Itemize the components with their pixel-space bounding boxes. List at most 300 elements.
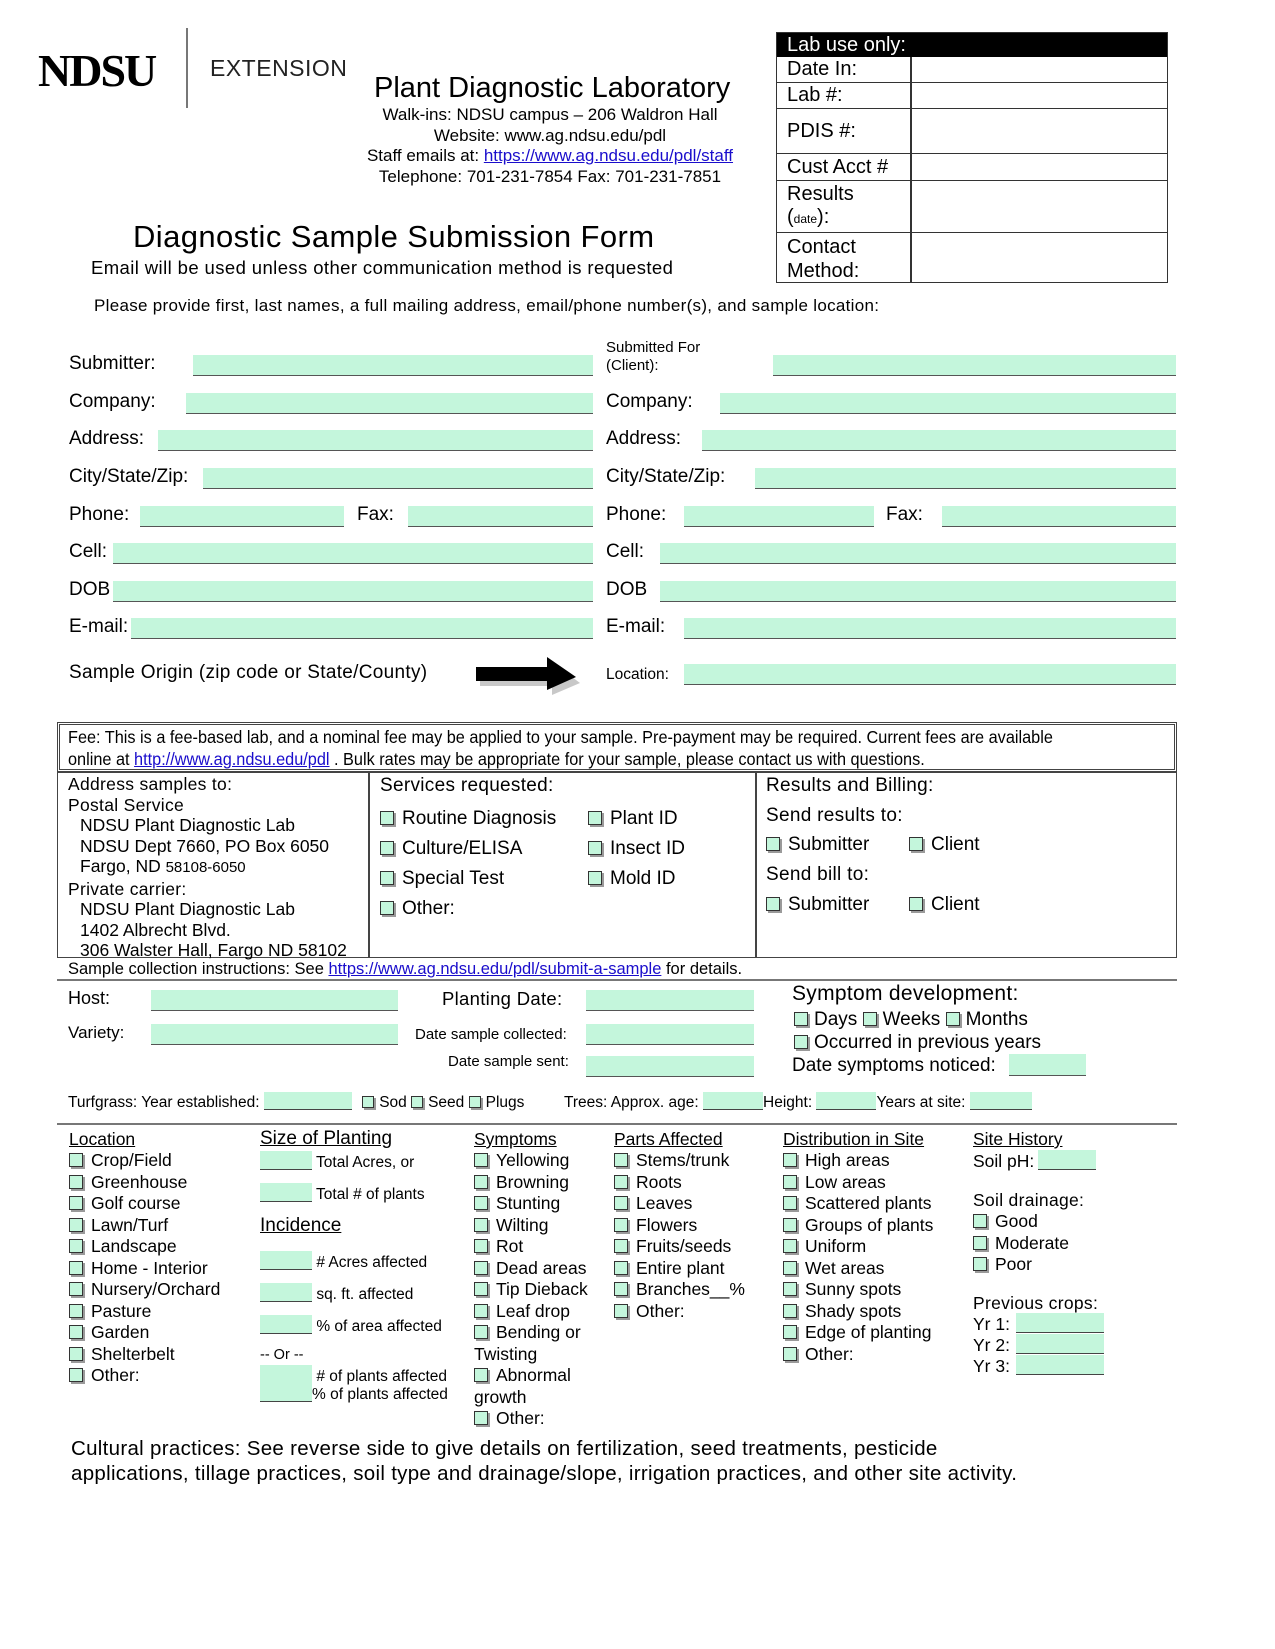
website-text: Website: www.ag.ndsu.edu/pdl — [433, 125, 667, 145]
client-dob-field[interactable] — [660, 581, 1176, 602]
service-label: Insect ID — [610, 838, 685, 859]
part-flowers[interactable] — [614, 1215, 745, 1237]
send-bill-label: Send bill to: — [766, 864, 870, 885]
total-plants-field[interactable] — [260, 1183, 312, 1202]
parts-affected-title: Parts Affected — [614, 1129, 723, 1149]
location-item-label: Pasture — [91, 1300, 152, 1321]
client-address-label: Address: — [606, 428, 681, 449]
previous-crops-label: Previous crops: — [973, 1293, 1099, 1313]
fee-text-line1: Fee: This is a fee-based lab, and a nominal fee may be applied to your sample. Pre-payment may be required. Current fees are available — [68, 727, 1053, 747]
drainage-label: Poor — [995, 1254, 1032, 1274]
client-phone-field[interactable] — [684, 506, 874, 527]
location-pasture[interactable] — [69, 1301, 220, 1323]
send-results-label: Send results to: — [766, 805, 903, 826]
symptom-label: Bending or — [496, 1322, 581, 1342]
symptom-label: Tip Dieback — [496, 1279, 588, 1299]
years-at-site-field[interactable] — [970, 1092, 1032, 1110]
checkbox-icon[interactable] — [474, 1368, 488, 1382]
results-billing-title: Results and Billing: — [766, 775, 934, 796]
staff-emails-link[interactable]: https://www.ag.ndsu.edu/pdl/staff — [483, 146, 734, 165]
date-noticed-label: Date symptoms noticed: — [792, 1055, 996, 1076]
client-dob-label: DOB — [606, 579, 648, 600]
dist-label: Uniform — [805, 1236, 867, 1256]
drainage-poor[interactable] — [973, 1254, 1069, 1276]
symptom-label: Abnormal — [496, 1365, 571, 1385]
dist-uniform[interactable] — [783, 1236, 933, 1258]
part-label: Branches__% — [636, 1279, 745, 1299]
location-nursery-orchard[interactable] — [69, 1279, 220, 1301]
location-greenhouse[interactable] — [69, 1172, 220, 1194]
checkbox-icon[interactable] — [474, 1304, 488, 1318]
checkbox-icon[interactable] — [973, 1236, 987, 1250]
lab-use-row-pdis — [777, 109, 1167, 154]
location-item-label: Lawn/Turf — [91, 1214, 169, 1235]
checkbox-icon[interactable] — [380, 841, 394, 855]
checkbox-icon[interactable] — [588, 841, 602, 855]
service-mold-id[interactable] — [588, 864, 685, 894]
dist-label: Wet areas — [805, 1257, 885, 1278]
dist-shady-spots[interactable] — [783, 1301, 933, 1323]
checkbox-icon[interactable] — [474, 1153, 488, 1167]
yr3-field[interactable] — [1016, 1355, 1104, 1375]
symptom-other[interactable] — [474, 1408, 588, 1430]
checkbox-icon[interactable] — [474, 1196, 488, 1210]
part-stems-trunk[interactable] — [614, 1150, 745, 1172]
symptom-label: Dead areas — [496, 1257, 587, 1278]
trees-label: Trees: Approx. age: — [564, 1094, 704, 1111]
date-collected-label: Date sample collected: — [415, 1026, 567, 1043]
pct-plants-affected-row — [260, 1383, 448, 1404]
planting-date-field[interactable] — [586, 990, 754, 1011]
postal-line3 — [68, 856, 347, 879]
location-lawn-turf[interactable] — [69, 1215, 220, 1237]
submitter-name-field[interactable] — [193, 355, 593, 376]
lab-use-cust-acct-label: Cust Acct # — [787, 156, 889, 178]
checkbox-icon[interactable] — [614, 1304, 628, 1318]
location-item-label: Other: — [91, 1365, 140, 1385]
checkbox-icon[interactable] — [783, 1239, 797, 1253]
submitter-company-label: Company: — [69, 391, 156, 412]
bill-client-label: Client — [931, 894, 980, 915]
symptom-abnormal-growth[interactable] — [474, 1365, 588, 1387]
checkbox-icon[interactable] — [474, 1282, 488, 1296]
dist-edge-of-planting[interactable] — [783, 1322, 933, 1344]
symptom-label: Rot — [496, 1236, 524, 1256]
form-title: Diagnostic Sample Submission Form — [133, 219, 655, 254]
soil-ph-field[interactable] — [1038, 1150, 1096, 1170]
part-label: Stems/trunk — [636, 1150, 730, 1170]
checkbox-icon[interactable] — [474, 1325, 488, 1339]
checkbox-icon[interactable] — [69, 1325, 83, 1339]
location-item-label: Golf course — [91, 1193, 181, 1213]
yr2-row — [973, 1334, 1104, 1356]
submitter-cell-field[interactable] — [113, 543, 593, 564]
checkbox-icon[interactable] — [474, 1175, 488, 1189]
dist-wet-areas[interactable] — [783, 1258, 933, 1280]
sqft-affected-label: sq. ft. affected — [316, 1286, 414, 1303]
pct-plants-affected-field[interactable] — [260, 1383, 312, 1402]
symptom-development-title: Symptom development: — [792, 982, 1019, 1005]
symptom-label: Wilting — [496, 1214, 549, 1235]
results-submitter-option[interactable] — [766, 834, 869, 856]
soil-ph-row — [973, 1150, 1096, 1172]
location-item-label: Garden — [91, 1322, 150, 1342]
seed-option[interactable] — [411, 1094, 464, 1111]
dist-high-areas[interactable] — [783, 1150, 933, 1172]
checkbox-icon[interactable] — [474, 1411, 488, 1425]
checkbox-icon[interactable] — [973, 1214, 987, 1228]
part-leaves[interactable] — [614, 1193, 745, 1215]
submitter-fax-field[interactable] — [408, 506, 593, 527]
submitter-address-label: Address: — [69, 428, 144, 449]
dist-label: High areas — [805, 1150, 890, 1170]
checkbox-icon[interactable] — [588, 871, 602, 885]
submitter-cell-label: Cell: — [69, 541, 108, 562]
yr1-label: Yr 1: — [973, 1314, 1010, 1334]
drainage-good[interactable] — [973, 1211, 1069, 1233]
part-label: Entire plant — [636, 1257, 725, 1278]
submitted-for-line1: Submitted For — [606, 339, 701, 356]
num-plants-affected-field[interactable] — [260, 1365, 312, 1384]
symptom-rot[interactable] — [474, 1236, 588, 1258]
service-other[interactable] — [380, 894, 556, 924]
symptom-label: Yellowing — [496, 1150, 570, 1170]
symptom-label: Stunting — [496, 1193, 561, 1213]
submitter-city-field[interactable] — [203, 468, 593, 489]
part-label: Leaves — [636, 1193, 693, 1213]
results-date-word: date — [793, 212, 818, 226]
checkbox-icon[interactable] — [783, 1196, 797, 1210]
location-shelterbelt[interactable] — [69, 1344, 220, 1366]
checkbox-icon[interactable] — [794, 1012, 808, 1026]
cultural-line2: applications, tillage practices, soil type and drainage/slope, irrigation practices, and other site activity. — [71, 1462, 1018, 1485]
checkbox-icon[interactable] — [474, 1218, 488, 1232]
fee-text — [68, 726, 1053, 770]
part-roots[interactable] — [614, 1172, 745, 1194]
symptom-leaf-drop[interactable] — [474, 1301, 588, 1323]
cultural-line1: Cultural practices: See reverse side to give details on fertilization, seed treatments, pesticide — [71, 1437, 938, 1460]
checkbox-icon[interactable] — [614, 1218, 628, 1232]
part-branches[interactable] — [614, 1279, 745, 1301]
checkbox-icon[interactable] — [973, 1257, 987, 1271]
checkbox-icon[interactable] — [909, 897, 923, 911]
planting-date-label: Planting Date: — [442, 988, 563, 1009]
service-label: Mold ID — [610, 868, 676, 889]
turfgrass-label: Turfgrass: Year established: — [68, 1094, 264, 1111]
symptom-tip-dieback[interactable] — [474, 1279, 588, 1301]
postal-zip: 58108-6050 — [165, 859, 246, 876]
checkbox-icon[interactable] — [69, 1304, 83, 1318]
client-city-field[interactable] — [755, 468, 1176, 489]
dist-other[interactable] — [783, 1344, 933, 1366]
checkbox-icon[interactable] — [863, 1012, 877, 1026]
checkbox-icon[interactable] — [69, 1153, 83, 1167]
service-insect-id[interactable] — [588, 834, 685, 864]
client-company-field[interactable] — [720, 393, 1176, 414]
yr1-field[interactable] — [1016, 1313, 1104, 1333]
checkbox-icon[interactable] — [783, 1261, 797, 1275]
symptom-browning[interactable] — [474, 1172, 588, 1194]
client-address-field[interactable] — [702, 430, 1176, 451]
address-samples-title: Address samples to: — [68, 774, 233, 794]
location-item-label: Greenhouse — [91, 1171, 188, 1192]
dist-low-areas[interactable] — [783, 1172, 933, 1194]
checkbox-icon[interactable] — [614, 1153, 628, 1167]
location-golf-course[interactable] — [69, 1193, 220, 1215]
checkbox-icon[interactable] — [588, 811, 602, 825]
dist-groups-of-plants[interactable] — [783, 1215, 933, 1237]
service-routine-diagnosis[interactable] — [380, 804, 556, 834]
months-label: Months — [965, 1009, 1028, 1030]
weeks-label: Weeks — [882, 1009, 941, 1030]
service-plant-id[interactable] — [588, 804, 685, 834]
checkbox-icon[interactable] — [380, 901, 394, 915]
service-culture-elisa[interactable] — [380, 834, 556, 864]
address-samples-box — [68, 774, 347, 961]
dist-label: Shady spots — [805, 1300, 902, 1321]
area-affected-label: % of area affected — [316, 1318, 442, 1335]
weeks-option[interactable] — [863, 1009, 941, 1030]
divider-line — [57, 1123, 1177, 1125]
checkbox-icon[interactable] — [69, 1347, 83, 1361]
checkbox-icon[interactable] — [380, 811, 394, 825]
lab-contact-block — [350, 105, 750, 187]
total-plants-label: Total # of plants — [316, 1186, 425, 1203]
checkbox-icon[interactable] — [614, 1282, 628, 1296]
location-garden[interactable] — [69, 1322, 220, 1344]
client-email-label: E-mail: — [606, 616, 666, 637]
part-label: Fruits/seeds — [636, 1236, 732, 1256]
symptom-label: Other: — [496, 1408, 545, 1428]
soil-ph-label: Soil pH: — [973, 1151, 1035, 1171]
checkbox-icon[interactable] — [783, 1282, 797, 1296]
location-title: Location — [69, 1129, 136, 1149]
symptom-stunting[interactable] — [474, 1193, 588, 1215]
client-fax-field[interactable] — [942, 506, 1176, 527]
location-other[interactable] — [69, 1365, 220, 1387]
lab-use-row-date-in — [777, 57, 1167, 83]
symptom-dead-areas[interactable] — [474, 1258, 588, 1280]
submitter-address-field[interactable] — [158, 430, 593, 451]
location-home-interior[interactable] — [69, 1258, 220, 1280]
collection-text: Sample collection instructions: See — [68, 960, 329, 978]
checkbox-icon[interactable] — [69, 1368, 83, 1382]
sod-label: Sod — [379, 1094, 407, 1111]
location-item-label: Shelterbelt — [91, 1343, 175, 1364]
checkbox-icon[interactable] — [794, 1035, 808, 1049]
months-option[interactable] — [946, 1009, 1028, 1030]
pct-plants-affected-label: % of plants affected — [312, 1386, 448, 1403]
symptom-duration-options — [794, 1009, 1028, 1031]
services-left-list — [380, 804, 556, 924]
results-client-option[interactable] — [909, 834, 980, 856]
checkbox-icon[interactable] — [783, 1304, 797, 1318]
yr3-label: Yr 3: — [973, 1356, 1010, 1376]
checkbox-icon[interactable] — [614, 1175, 628, 1189]
submitter-phone-field[interactable] — [140, 506, 344, 527]
checkbox-icon[interactable] — [783, 1325, 797, 1339]
checkbox-icon[interactable] — [783, 1218, 797, 1232]
location-landscape[interactable] — [69, 1236, 220, 1258]
seed-label: Seed — [428, 1094, 465, 1111]
part-entire-plant[interactable] — [614, 1258, 745, 1280]
checkbox-icon[interactable] — [783, 1347, 797, 1361]
submitter-dob-field[interactable] — [113, 581, 593, 602]
soil-drainage-options — [973, 1211, 1069, 1276]
bill-client-option[interactable] — [909, 894, 980, 916]
checkbox-icon[interactable] — [766, 837, 780, 851]
dist-label: Scattered plants — [805, 1193, 932, 1213]
submit-sample-link[interactable]: https://www.ag.ndsu.edu/pdl/submit-a-sample — [328, 960, 662, 978]
sample-origin-label: Sample Origin (zip code or State/County) — [69, 662, 428, 683]
size-of-planting-title: Size of Planting — [260, 1128, 393, 1149]
lab-use-row-cust-acct — [777, 154, 1167, 181]
checkbox-icon[interactable] — [380, 871, 394, 885]
previous-years-label: Occurred in previous years — [814, 1032, 1042, 1053]
variety-field[interactable] — [151, 1024, 398, 1045]
checkbox-icon[interactable] — [474, 1239, 488, 1253]
submitter-label: Submitter: — [69, 353, 156, 374]
service-label: Culture/ELISA — [402, 838, 523, 859]
checkbox-icon[interactable] — [614, 1261, 628, 1275]
drainage-moderate[interactable] — [973, 1233, 1069, 1255]
checkbox-icon[interactable] — [469, 1096, 481, 1108]
submitter-email-field[interactable] — [131, 618, 593, 639]
fee-pdl-link[interactable]: http://www.ag.ndsu.edu/pdl — [134, 749, 330, 769]
submitter-fax-label: Fax: — [357, 504, 394, 525]
part-other[interactable] — [614, 1301, 745, 1323]
logo-divider — [186, 28, 188, 108]
dist-label: Other: — [805, 1343, 854, 1364]
bill-submitter-option[interactable] — [766, 894, 869, 916]
lab-use-lab-num-label: Lab #: — [787, 84, 843, 106]
date-collected-field[interactable] — [586, 1024, 754, 1045]
symptom-bending[interactable] — [474, 1322, 588, 1344]
dist-scattered-plants[interactable] — [783, 1193, 933, 1215]
plugs-option[interactable] — [469, 1094, 525, 1111]
fee-bulk-text: . Bulk rates may be appropriate for your sample, please contact us with questions. — [329, 749, 925, 769]
collection-instructions — [68, 960, 742, 979]
acres-affected-field[interactable] — [260, 1251, 312, 1270]
client-name-field[interactable] — [773, 355, 1176, 376]
dist-sunny-spots[interactable] — [783, 1279, 933, 1301]
symptom-abnormal-line2: growth — [474, 1386, 527, 1407]
checkbox-icon[interactable] — [783, 1175, 797, 1189]
staff-emails — [350, 146, 750, 167]
results-submitter-label: Submitter — [788, 834, 870, 855]
lab-use-pdis-label: PDIS #: — [787, 120, 856, 142]
yr2-field[interactable] — [1016, 1334, 1104, 1354]
symptom-yellowing[interactable] — [474, 1150, 588, 1172]
previous-years-option[interactable] — [794, 1032, 1041, 1054]
submitter-company-field[interactable] — [186, 393, 593, 414]
lab-use-results-label: Results — [787, 183, 854, 205]
incidence-title: Incidence — [260, 1215, 342, 1236]
part-label: Roots — [636, 1171, 682, 1192]
sod-option[interactable] — [362, 1094, 407, 1111]
checkbox-icon[interactable] — [783, 1153, 797, 1167]
client-email-field[interactable] — [684, 618, 1176, 639]
private-line3: 306 Walster Hall, Fargo ND 58102 — [80, 940, 347, 960]
checkbox-icon[interactable] — [69, 1261, 83, 1275]
client-cell-field[interactable] — [660, 543, 1176, 564]
location-field[interactable] — [684, 664, 1176, 685]
year-established-field[interactable] — [264, 1092, 352, 1110]
ndsu-logo: NDSU — [38, 45, 156, 96]
private-line1: NDSU Plant Diagnostic Lab — [80, 899, 295, 919]
symptom-bending-line2: Twisting — [474, 1343, 538, 1364]
tree-age-field[interactable] — [703, 1092, 763, 1110]
checkbox-icon[interactable] — [474, 1261, 488, 1275]
dist-label: Low areas — [805, 1171, 886, 1192]
checkbox-icon[interactable] — [69, 1175, 83, 1189]
checkbox-icon[interactable] — [69, 1218, 83, 1232]
walkins-text: Walk-ins: NDSU campus – 206 Waldron Hall — [382, 105, 718, 124]
days-option[interactable] — [794, 1009, 857, 1030]
checkbox-icon[interactable] — [909, 837, 923, 851]
checkbox-icon[interactable] — [362, 1096, 374, 1108]
symptom-label: Browning — [496, 1171, 569, 1192]
service-special-test[interactable] — [380, 864, 556, 894]
checkbox-icon[interactable] — [946, 1012, 960, 1026]
checkbox-icon[interactable] — [614, 1196, 628, 1210]
symptom-wilting[interactable] — [474, 1215, 588, 1237]
lab-use-row-lab-num — [777, 83, 1167, 109]
lab-use-row-contact — [777, 233, 1167, 283]
sqft-affected-field[interactable] — [260, 1283, 312, 1302]
service-label: Routine Diagnosis — [402, 808, 557, 829]
area-affected-field[interactable] — [260, 1315, 312, 1334]
yr2-label: Yr 2: — [973, 1335, 1010, 1355]
drainage-label: Moderate — [995, 1232, 1069, 1253]
form-instructions: Please provide first, last names, a full mailing address, email/phone number(s), and sample location: — [94, 296, 880, 315]
checkbox-icon[interactable] — [69, 1196, 83, 1210]
checkbox-icon[interactable] — [69, 1282, 83, 1296]
plugs-label: Plugs — [485, 1094, 525, 1111]
total-acres-field[interactable] — [260, 1151, 312, 1170]
parts-affected-column — [614, 1129, 745, 1322]
lab-use-title: Lab use only: — [777, 33, 1167, 57]
checkbox-icon[interactable] — [614, 1239, 628, 1253]
client-company-label: Company: — [606, 391, 693, 412]
location-item-label: Home - Interior — [91, 1257, 208, 1278]
host-field[interactable] — [151, 990, 398, 1011]
arrow-right-icon — [472, 652, 584, 698]
lab-use-box — [776, 32, 1168, 283]
service-label: Special Test — [402, 868, 505, 889]
date-sent-field[interactable] — [586, 1056, 754, 1077]
lab-name: Plant Diagnostic Laboratory — [374, 72, 731, 104]
checkbox-icon[interactable] — [411, 1096, 423, 1108]
telephone-text: Telephone: 701-231-7854 Fax: 701-231-7851 — [378, 166, 722, 186]
location-item-label: Landscape — [91, 1236, 177, 1256]
extension-logo-text: EXTENSION — [210, 55, 348, 81]
part-fruits-seeds[interactable] — [614, 1236, 745, 1258]
tree-height-field[interactable] — [816, 1092, 876, 1110]
drainage-label: Good — [995, 1211, 1038, 1231]
location-crop-field[interactable] — [69, 1150, 220, 1172]
part-label: Other: — [636, 1300, 685, 1321]
checkbox-icon[interactable] — [69, 1239, 83, 1253]
total-acres-label: Total Acres, or — [316, 1154, 415, 1171]
postal-service-label: Postal Service — [68, 794, 185, 815]
services-divider-2 — [755, 772, 757, 958]
total-plants-row — [260, 1183, 425, 1204]
acres-affected-label: # Acres affected — [316, 1254, 428, 1271]
staff-emails-label: Staff emails at: — [366, 146, 484, 165]
checkbox-icon[interactable] — [766, 897, 780, 911]
date-noticed-field[interactable] — [1009, 1054, 1086, 1076]
